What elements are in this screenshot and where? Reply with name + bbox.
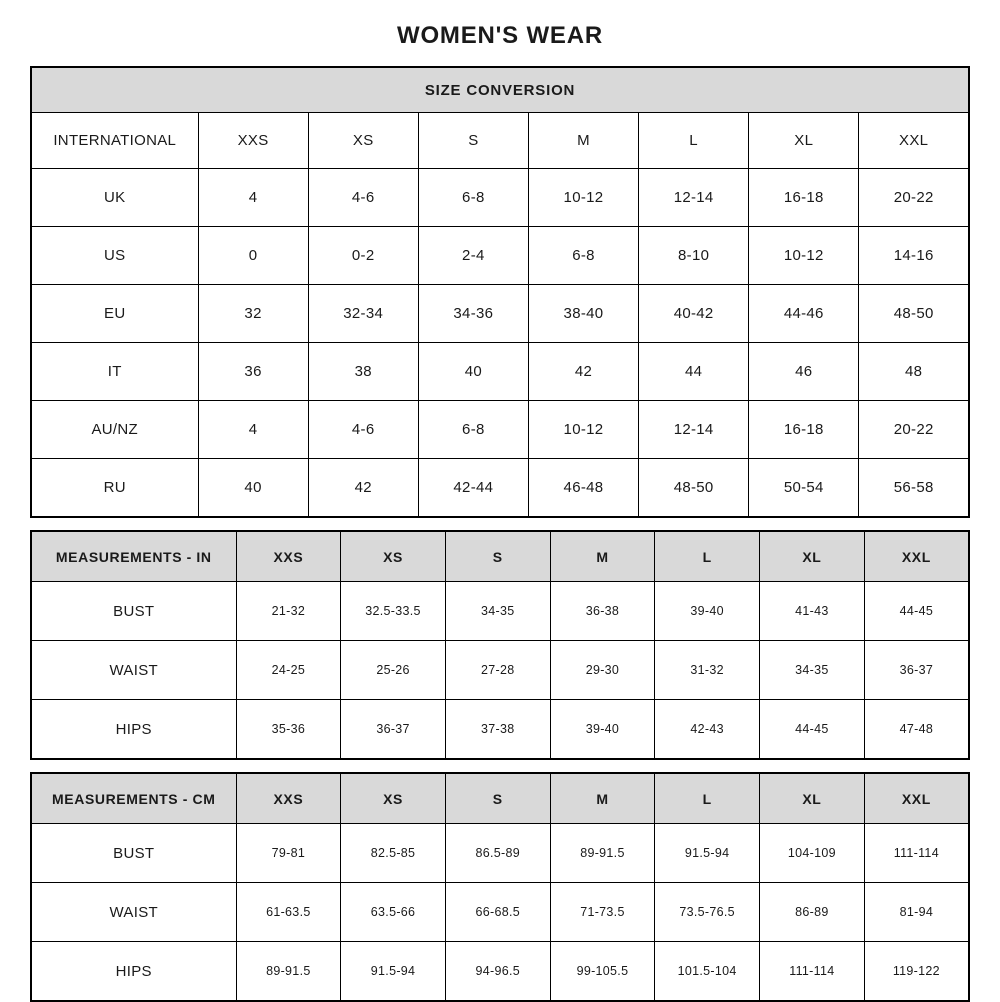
data-cell: 0-2 xyxy=(308,227,418,285)
column-header: XXL xyxy=(864,773,969,824)
data-cell: 24-25 xyxy=(236,641,341,700)
column-header: L xyxy=(655,531,760,582)
data-cell: 48 xyxy=(859,343,969,401)
table-header-row xyxy=(31,531,969,582)
column-header: S xyxy=(445,531,550,582)
row-label: RU xyxy=(31,459,198,518)
data-cell: 63.5-66 xyxy=(341,883,446,942)
table-row xyxy=(31,169,969,227)
column-header: XXS xyxy=(236,773,341,824)
data-cell: 34-35 xyxy=(760,641,865,700)
row-label: HIPS xyxy=(31,700,236,760)
column-header: S xyxy=(445,773,550,824)
data-cell: 21-32 xyxy=(236,582,341,641)
data-cell: 48-50 xyxy=(859,285,969,343)
column-header: L xyxy=(639,113,749,169)
table-header-row xyxy=(31,773,969,824)
data-cell: 66-68.5 xyxy=(445,883,550,942)
data-cell: 36-37 xyxy=(341,700,446,760)
data-cell: 61-63.5 xyxy=(236,883,341,942)
column-header: XXL xyxy=(859,113,969,169)
column-header: M xyxy=(550,773,655,824)
table-row xyxy=(31,942,969,1002)
table-row xyxy=(31,285,969,343)
data-cell: 91.5-94 xyxy=(341,942,446,1002)
table-row xyxy=(31,700,969,760)
data-cell: 0 xyxy=(198,227,308,285)
column-header: XL xyxy=(749,113,859,169)
data-cell: 38-40 xyxy=(528,285,638,343)
column-header: S xyxy=(418,113,528,169)
data-cell: 36 xyxy=(198,343,308,401)
data-cell: 4-6 xyxy=(308,401,418,459)
data-cell: 12-14 xyxy=(639,401,749,459)
data-cell: 46-48 xyxy=(528,459,638,518)
data-cell: 40 xyxy=(418,343,528,401)
data-cell: 40 xyxy=(198,459,308,518)
table-row xyxy=(31,824,969,883)
data-cell: 10-12 xyxy=(749,227,859,285)
data-cell: 42 xyxy=(528,343,638,401)
column-header: M xyxy=(550,531,655,582)
data-cell: 82.5-85 xyxy=(341,824,446,883)
table-row xyxy=(31,582,969,641)
column-header: XXS xyxy=(236,531,341,582)
column-header: XS xyxy=(341,773,446,824)
header-label: MEASUREMENTS - IN xyxy=(31,531,236,582)
data-cell: 79-81 xyxy=(236,824,341,883)
data-cell: 111-114 xyxy=(864,824,969,883)
size-conversion-table xyxy=(30,66,970,518)
measurements-cm-table xyxy=(30,772,970,1002)
column-header: XL xyxy=(760,531,865,582)
data-cell: 34-35 xyxy=(445,582,550,641)
data-cell: 44-45 xyxy=(760,700,865,760)
data-cell: 42 xyxy=(308,459,418,518)
column-header: M xyxy=(528,113,638,169)
data-cell: 16-18 xyxy=(749,169,859,227)
data-cell: 20-22 xyxy=(859,169,969,227)
data-cell: 6-8 xyxy=(528,227,638,285)
data-cell: 86.5-89 xyxy=(445,824,550,883)
data-cell: 40-42 xyxy=(639,285,749,343)
data-cell: 46 xyxy=(749,343,859,401)
data-cell: 73.5-76.5 xyxy=(655,883,760,942)
size-conversion-title: SIZE CONVERSION xyxy=(31,67,969,113)
data-cell: 37-38 xyxy=(445,700,550,760)
column-header: XS xyxy=(341,531,446,582)
data-cell: 14-16 xyxy=(859,227,969,285)
table-row xyxy=(31,343,969,401)
measurements-in-table xyxy=(30,530,970,760)
table-title-row xyxy=(31,67,969,113)
data-cell: 99-105.5 xyxy=(550,942,655,1002)
row-label: EU xyxy=(31,285,198,343)
column-header: XXS xyxy=(198,113,308,169)
row-label: HIPS xyxy=(31,942,236,1002)
row-label: BUST xyxy=(31,824,236,883)
data-cell: 32.5-33.5 xyxy=(341,582,446,641)
data-cell: 104-109 xyxy=(760,824,865,883)
row-label: BUST xyxy=(31,582,236,641)
data-cell: 41-43 xyxy=(760,582,865,641)
data-cell: 4 xyxy=(198,401,308,459)
table-row xyxy=(31,459,969,518)
data-cell: 10-12 xyxy=(528,401,638,459)
table-row xyxy=(31,641,969,700)
data-cell: 32 xyxy=(198,285,308,343)
data-cell: 56-58 xyxy=(859,459,969,518)
data-cell: 89-91.5 xyxy=(236,942,341,1002)
header-label: MEASUREMENTS - CM xyxy=(31,773,236,824)
data-cell: 32-34 xyxy=(308,285,418,343)
data-cell: 91.5-94 xyxy=(655,824,760,883)
data-cell: 4-6 xyxy=(308,169,418,227)
data-cell: 86-89 xyxy=(760,883,865,942)
data-cell: 29-30 xyxy=(550,641,655,700)
data-cell: 81-94 xyxy=(864,883,969,942)
data-cell: 94-96.5 xyxy=(445,942,550,1002)
data-cell: 6-8 xyxy=(418,169,528,227)
table-row xyxy=(31,883,969,942)
data-cell: 38 xyxy=(308,343,418,401)
data-cell: 111-114 xyxy=(760,942,865,1002)
data-cell: 47-48 xyxy=(864,700,969,760)
page-title: WOMEN'S WEAR xyxy=(397,22,603,49)
data-cell: 36-38 xyxy=(550,582,655,641)
data-cell: 31-32 xyxy=(655,641,760,700)
data-cell: 12-14 xyxy=(639,169,749,227)
data-cell: 27-28 xyxy=(445,641,550,700)
data-cell: 44 xyxy=(639,343,749,401)
data-cell: 101.5-104 xyxy=(655,942,760,1002)
data-cell: 42-43 xyxy=(655,700,760,760)
table-row xyxy=(31,227,969,285)
column-header: XS xyxy=(308,113,418,169)
data-cell: 25-26 xyxy=(341,641,446,700)
data-cell: 44-46 xyxy=(749,285,859,343)
data-cell: 71-73.5 xyxy=(550,883,655,942)
data-cell: 39-40 xyxy=(550,700,655,760)
data-cell: 20-22 xyxy=(859,401,969,459)
data-cell: 42-44 xyxy=(418,459,528,518)
data-cell: 4 xyxy=(198,169,308,227)
data-cell: 34-36 xyxy=(418,285,528,343)
table-header-row xyxy=(31,113,969,169)
data-cell: 50-54 xyxy=(749,459,859,518)
data-cell: 6-8 xyxy=(418,401,528,459)
row-label: WAIST xyxy=(31,641,236,700)
row-label: AU/NZ xyxy=(31,401,198,459)
column-header: XXL xyxy=(864,531,969,582)
data-cell: 35-36 xyxy=(236,700,341,760)
data-cell: 16-18 xyxy=(749,401,859,459)
row-label: WAIST xyxy=(31,883,236,942)
table-row xyxy=(31,401,969,459)
data-cell: 89-91.5 xyxy=(550,824,655,883)
data-cell: 48-50 xyxy=(639,459,749,518)
data-cell: 10-12 xyxy=(528,169,638,227)
data-cell: 119-122 xyxy=(864,942,969,1002)
row-label: IT xyxy=(31,343,198,401)
column-header: L xyxy=(655,773,760,824)
row-label: US xyxy=(31,227,198,285)
data-cell: 36-37 xyxy=(864,641,969,700)
column-header: XL xyxy=(760,773,865,824)
data-cell: 39-40 xyxy=(655,582,760,641)
row-label: UK xyxy=(31,169,198,227)
data-cell: 8-10 xyxy=(639,227,749,285)
header-label: INTERNATIONAL xyxy=(31,113,198,169)
data-cell: 44-45 xyxy=(864,582,969,641)
data-cell: 2-4 xyxy=(418,227,528,285)
